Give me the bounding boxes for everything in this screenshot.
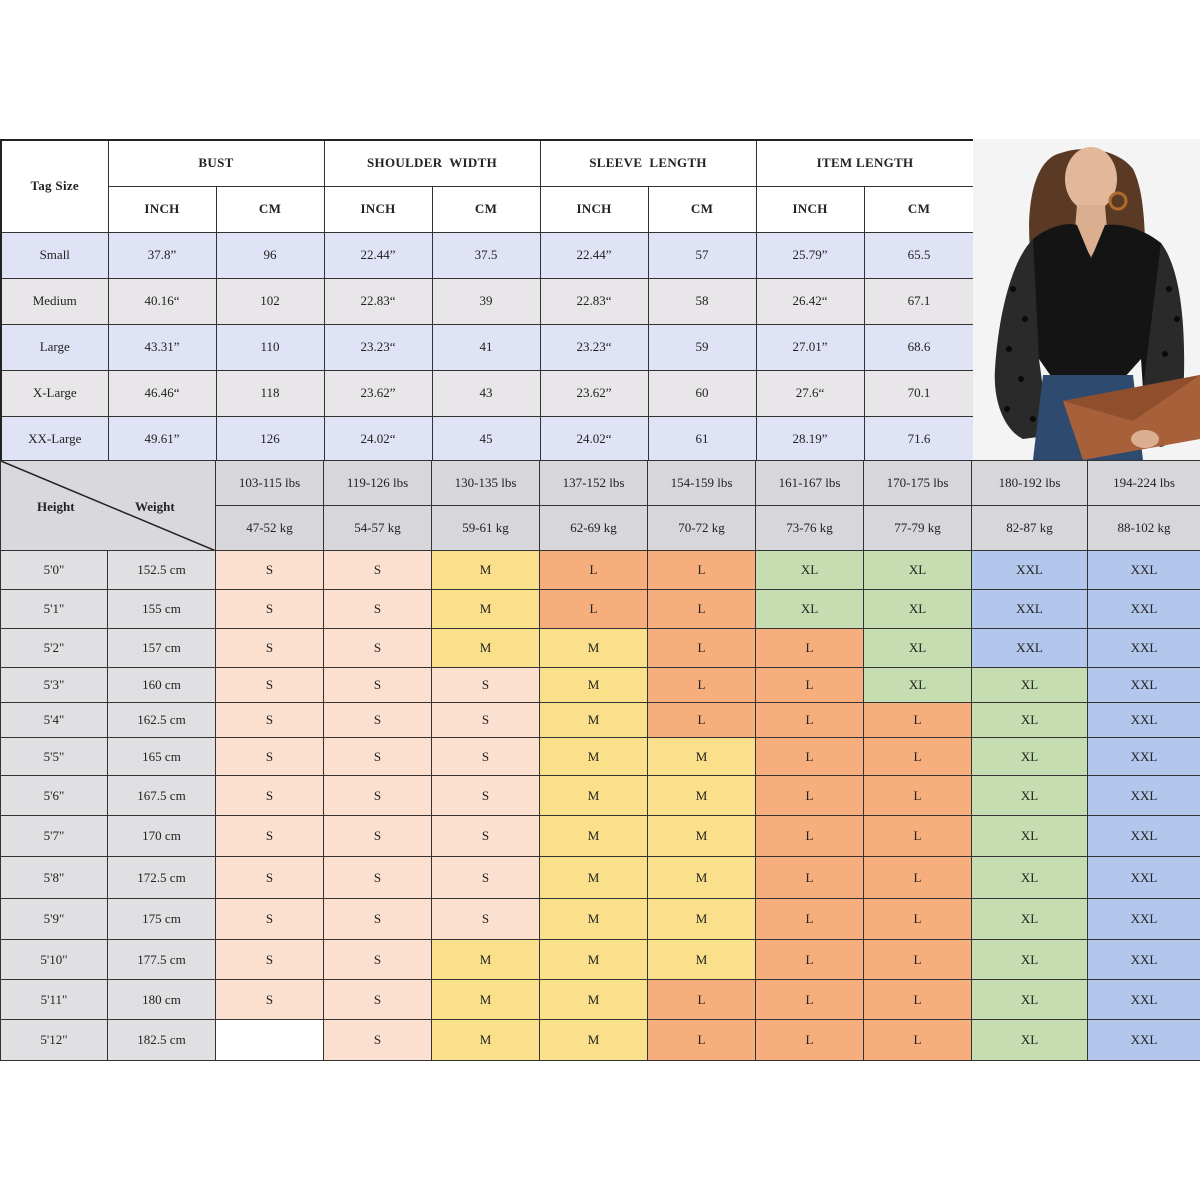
measurement-cell: 23.23“ [540,324,648,370]
recommended-size-cell: XXL [1088,590,1200,629]
recommended-size-cell: XXL [972,629,1088,668]
fit-row [1,668,1200,703]
recommended-size-cell: L [756,1020,864,1061]
height-cm-cell: 152.5 cm [108,551,216,590]
measurement-cell: 58 [648,278,756,324]
weight-kg-header: 59-61 kg [432,506,540,551]
measurement-cell: 22.44” [324,232,432,278]
measurement-cell: 43 [432,370,540,416]
recommended-size-cell: L [648,668,756,703]
recommended-size-cell: L [648,590,756,629]
measurement-cell: 71.6 [864,416,974,462]
measurement-cell: 61 [648,416,756,462]
height-cm-cell: 162.5 cm [108,703,216,738]
height-cm-cell: 167.5 cm [108,776,216,816]
item-length-header: ITEM LENGTH [756,140,974,186]
recommended-size-cell: L [540,590,648,629]
height-label: Height [37,499,75,514]
weight-lbs-header: 103-115 lbs [216,461,324,506]
bust-header: BUST [108,140,324,186]
measurement-cell: 24.02“ [324,416,432,462]
recommended-size-cell: S [216,980,324,1020]
fit-row [1,1020,1200,1061]
recommended-size-cell: XL [972,738,1088,776]
height-cm-cell: 155 cm [108,590,216,629]
height-cm-cell: 175 cm [108,899,216,940]
unit-header: CM [648,186,756,232]
weight-lbs-header: 119-126 lbs [324,461,432,506]
recommended-size-cell: L [756,816,864,857]
recommended-size-cell: XXL [1088,703,1200,738]
height-ft-cell: 5'2" [1,629,108,668]
recommended-size-cell: L [756,899,864,940]
recommended-size-cell: L [648,980,756,1020]
weight-lbs-header: 194-224 lbs [1088,461,1200,506]
recommended-size-cell: XXL [972,551,1088,590]
recommended-size-cell: XXL [1088,551,1200,590]
measurement-cell: 49.61” [108,416,216,462]
recommended-size-cell: L [648,629,756,668]
measurement-cell: 67.1 [864,278,974,324]
measurement-cell: 26.42“ [756,278,864,324]
weight-lbs-header: 154-159 lbs [648,461,756,506]
recommended-size-cell: XL [756,551,864,590]
size-name-cell: XX-Large [1,416,108,462]
weight-label: Weight [135,499,175,514]
measurement-cell: 45 [432,416,540,462]
height-ft-cell: 5'1" [1,590,108,629]
fit-row [1,980,1200,1020]
height-cm-cell: 165 cm [108,738,216,776]
height-cm-cell: 180 cm [108,980,216,1020]
recommended-size-cell: L [756,857,864,899]
recommended-size-cell: S [216,940,324,980]
fit-row [1,629,1200,668]
recommended-size-cell: S [324,980,432,1020]
recommended-size-cell: S [324,899,432,940]
height-cm-cell: 170 cm [108,816,216,857]
height-ft-cell: 5'6" [1,776,108,816]
recommended-size-cell: XL [864,590,972,629]
recommended-size-cell: S [324,816,432,857]
recommended-size-cell: XL [972,1020,1088,1061]
recommended-size-cell: M [648,857,756,899]
recommended-size-cell: M [540,1020,648,1061]
recommended-size-cell: M [540,668,648,703]
height-ft-cell: 5'3" [1,668,108,703]
recommended-size-cell: L [756,629,864,668]
fit-row [1,899,1200,940]
unit-header: INCH [540,186,648,232]
weight-lbs-header: 130-135 lbs [432,461,540,506]
recommended-size-cell: S [324,703,432,738]
recommended-size-cell: M [540,629,648,668]
unit-header: CM [864,186,974,232]
size-name-cell: Small [1,232,108,278]
height-weight-corner [1,461,216,551]
recommended-size-cell: S [432,899,540,940]
recommended-size-cell: M [540,776,648,816]
measurement-cell: 70.1 [864,370,974,416]
recommended-size-cell: XL [864,629,972,668]
recommended-size-cell: XXL [1088,738,1200,776]
height-ft-cell: 5'0" [1,551,108,590]
recommended-size-cell: S [216,816,324,857]
recommended-size-cell: S [324,1020,432,1061]
recommended-size-cell: L [864,940,972,980]
measurement-cell: 68.6 [864,324,974,370]
recommended-size-cell: XXL [1088,668,1200,703]
height-ft-cell: 5'11" [1,980,108,1020]
recommended-size-cell: S [216,629,324,668]
recommended-size-cell: S [216,738,324,776]
recommended-size-cell: M [540,857,648,899]
recommended-size-cell: XL [972,816,1088,857]
recommended-size-cell: L [756,668,864,703]
recommended-size-cell: L [864,703,972,738]
recommended-size-cell: S [432,776,540,816]
recommended-size-cell: XXL [1088,1020,1200,1061]
recommended-size-cell: XXL [1088,629,1200,668]
measurement-cell: 22.44” [540,232,648,278]
recommended-size-cell: S [216,899,324,940]
recommended-size-cell: XXL [1088,940,1200,980]
size-row [1,370,974,416]
recommended-size-cell: M [540,980,648,1020]
weight-kg-header: 73-76 kg [756,506,864,551]
recommended-size-cell [216,1020,324,1061]
recommended-size-cell: M [432,629,540,668]
height-ft-cell: 5'8" [1,857,108,899]
recommended-size-cell: M [648,899,756,940]
recommended-size-cell: L [864,857,972,899]
fit-row [1,738,1200,776]
recommended-size-cell: S [432,738,540,776]
height-ft-cell: 5'12" [1,1020,108,1061]
recommended-size-cell: S [324,776,432,816]
measurement-cell: 22.83“ [540,278,648,324]
recommended-size-cell: S [324,940,432,980]
weight-kg-header: 62-69 kg [540,506,648,551]
measurement-cell: 110 [216,324,324,370]
measurement-cell: 23.23“ [324,324,432,370]
recommended-size-cell: L [864,1020,972,1061]
weight-lbs-header: 161-167 lbs [756,461,864,506]
fit-row [1,776,1200,816]
height-cm-cell: 182.5 cm [108,1020,216,1061]
weight-kg-header: 82-87 kg [972,506,1088,551]
recommended-size-cell: L [540,551,648,590]
measurement-cell: 27.6“ [756,370,864,416]
weight-kg-header: 88-102 kg [1088,506,1200,551]
unit-header: INCH [108,186,216,232]
height-ft-cell: 5'5" [1,738,108,776]
recommended-size-cell: XL [864,668,972,703]
weight-kg-header: 47-52 kg [216,506,324,551]
recommended-size-cell: XXL [1088,816,1200,857]
measurement-cell: 23.62” [324,370,432,416]
diagonal-divider-icon [1,461,216,551]
measurement-cell: 39 [432,278,540,324]
recommended-size-cell: XL [972,668,1088,703]
unit-header: CM [432,186,540,232]
height-ft-cell: 5'9" [1,899,108,940]
weight-kg-header: 77-79 kg [864,506,972,551]
recommended-size-cell: S [216,776,324,816]
recommended-size-cell: L [864,738,972,776]
measurement-cell: 59 [648,324,756,370]
weight-lbs-header: 170-175 lbs [864,461,972,506]
recommended-size-cell: L [756,980,864,1020]
measurement-cell: 40.16“ [108,278,216,324]
shoulder-width-header: SHOULDER WIDTH [324,140,540,186]
recommended-size-cell: M [432,1020,540,1061]
recommended-size-cell: S [432,857,540,899]
recommended-size-cell: L [648,1020,756,1061]
recommended-size-cell: L [756,776,864,816]
measurement-cell: 65.5 [864,232,974,278]
recommended-size-cell: XXL [1088,857,1200,899]
size-name-cell: Medium [1,278,108,324]
unit-header: INCH [756,186,864,232]
fit-row [1,551,1200,590]
measurement-cell: 25.79” [756,232,864,278]
model-photo [973,139,1200,460]
recommended-size-cell: XL [972,899,1088,940]
recommended-size-cell: M [648,940,756,980]
fit-row [1,590,1200,629]
recommended-size-cell: S [324,629,432,668]
weight-lbs-row [1,461,1200,506]
measurement-cell: 46.46“ [108,370,216,416]
measurement-cell: 37.8” [108,232,216,278]
size-row [1,416,974,462]
recommended-size-cell: S [216,703,324,738]
measurement-cell: 24.02“ [540,416,648,462]
size-row [1,278,974,324]
recommended-size-cell: M [648,816,756,857]
recommended-size-cell: S [324,857,432,899]
height-cm-cell: 172.5 cm [108,857,216,899]
recommended-size-cell: L [648,703,756,738]
height-cm-cell: 157 cm [108,629,216,668]
recommended-size-cell: XXL [1088,980,1200,1020]
unit-header: CM [216,186,324,232]
measurement-cell: 57 [648,232,756,278]
measurement-cell: 96 [216,232,324,278]
recommended-size-cell: XXL [972,590,1088,629]
recommended-size-cell: L [756,703,864,738]
measurement-cell: 43.31” [108,324,216,370]
fit-chart-table [0,460,1200,1061]
recommended-size-cell: M [432,940,540,980]
fit-row [1,857,1200,899]
measurement-cell: 23.62” [540,370,648,416]
fit-row [1,703,1200,738]
measurement-cell: 22.83“ [324,278,432,324]
recommended-size-cell: S [432,703,540,738]
recommended-size-cell: S [432,668,540,703]
recommended-size-cell: S [432,816,540,857]
recommended-size-cell: L [864,899,972,940]
recommended-size-cell: XL [864,551,972,590]
size-name-cell: X-Large [1,370,108,416]
recommended-size-cell: XL [756,590,864,629]
recommended-size-cell: L [756,738,864,776]
recommended-size-cell: M [540,703,648,738]
height-cm-cell: 160 cm [108,668,216,703]
height-ft-cell: 5'10" [1,940,108,980]
recommended-size-cell: S [324,738,432,776]
measurement-cell: 27.01” [756,324,864,370]
height-cm-cell: 177.5 cm [108,940,216,980]
recommended-size-cell: S [324,668,432,703]
measurement-cell: 28.19” [756,416,864,462]
recommended-size-cell: M [540,738,648,776]
recommended-size-cell: L [648,551,756,590]
weight-kg-header: 54-57 kg [324,506,432,551]
sleeve-length-header: SLEEVE LENGTH [540,140,756,186]
height-ft-cell: 5'7" [1,816,108,857]
recommended-size-cell: M [648,738,756,776]
measurement-cell: 37.5 [432,232,540,278]
recommended-size-cell: L [864,776,972,816]
fit-row [1,816,1200,857]
recommended-size-cell: S [216,551,324,590]
recommended-size-cell: L [864,816,972,857]
unit-header-row [1,186,974,232]
recommended-size-cell: S [216,590,324,629]
measurement-cell: 60 [648,370,756,416]
recommended-size-cell: XXL [1088,899,1200,940]
weight-kg-header: 70-72 kg [648,506,756,551]
recommended-size-cell: L [756,940,864,980]
recommended-size-cell: M [540,816,648,857]
recommended-size-cell: S [216,857,324,899]
recommended-size-cell: XL [972,980,1088,1020]
recommended-size-cell: XXL [1088,776,1200,816]
fit-row [1,940,1200,980]
height-ft-cell: 5'4" [1,703,108,738]
recommended-size-cell: M [540,899,648,940]
size-name-cell: Large [1,324,108,370]
recommended-size-cell: XL [972,703,1088,738]
measurement-cell: 102 [216,278,324,324]
recommended-size-cell: S [216,668,324,703]
recommended-size-cell: XL [972,857,1088,899]
measurement-table [0,139,975,463]
weight-lbs-header: 180-192 lbs [972,461,1088,506]
weight-lbs-header: 137-152 lbs [540,461,648,506]
recommended-size-cell: XL [972,776,1088,816]
size-row [1,324,974,370]
model-photo-black-blouse-icon [973,139,1200,460]
measurement-cell: 41 [432,324,540,370]
size-row [1,232,974,278]
recommended-size-cell: M [648,776,756,816]
recommended-size-cell: M [432,590,540,629]
tag-size-header: Tag Size [1,140,108,232]
recommended-size-cell: L [864,980,972,1020]
recommended-size-cell: S [324,551,432,590]
recommended-size-cell: S [324,590,432,629]
measurement-cell: 126 [216,416,324,462]
unit-header: INCH [324,186,432,232]
recommended-size-cell: M [432,551,540,590]
measurement-cell: 118 [216,370,324,416]
recommended-size-cell: M [540,940,648,980]
recommended-size-cell: XL [972,940,1088,980]
recommended-size-cell: M [432,980,540,1020]
